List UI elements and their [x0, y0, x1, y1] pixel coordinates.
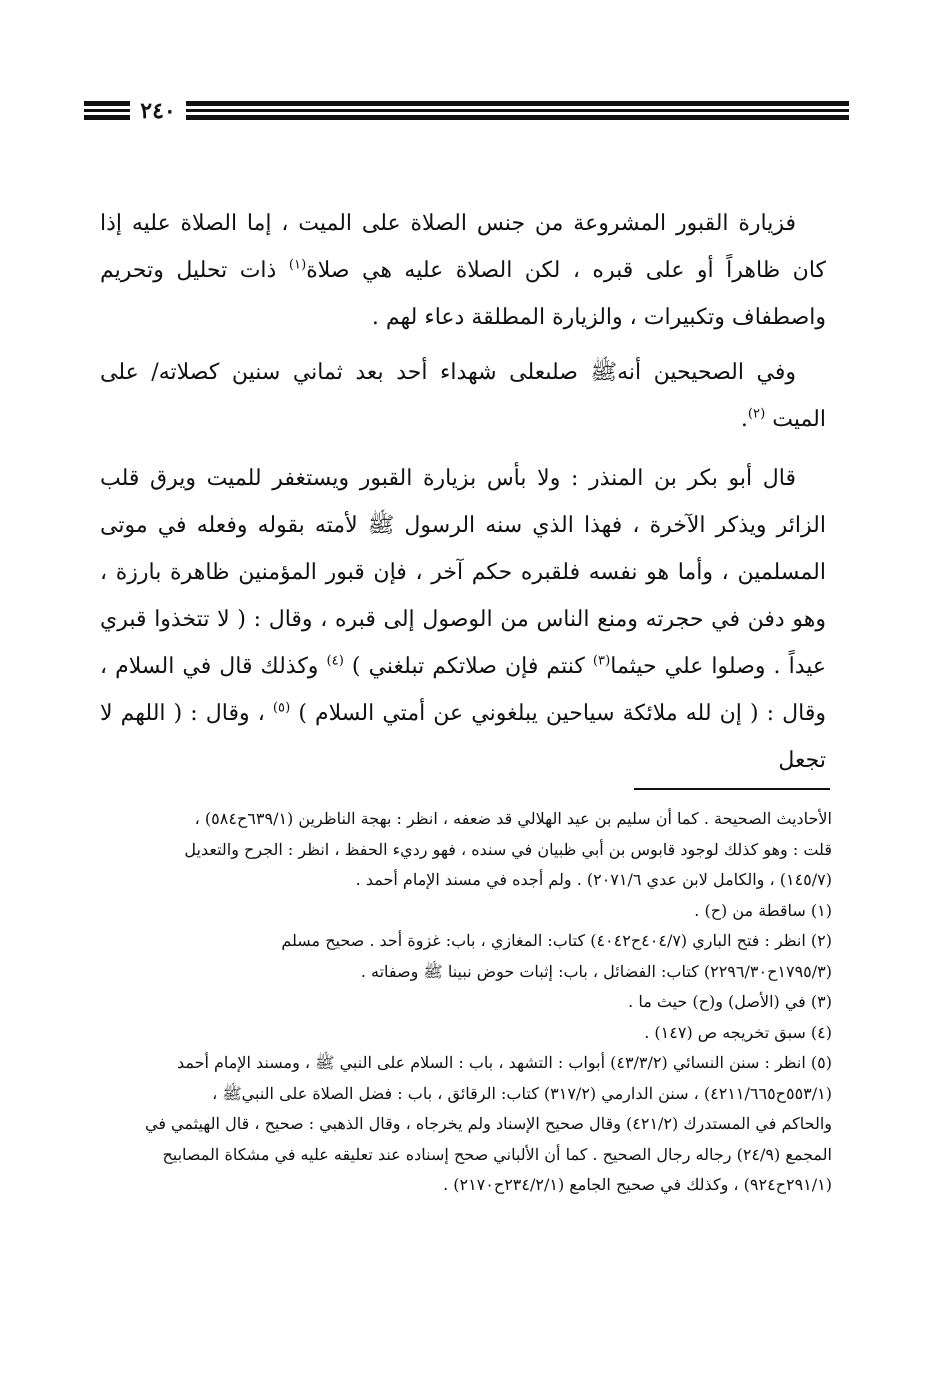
footnotes	[80, 804, 832, 1201]
main-text	[100, 200, 826, 784]
footnote-ref: (١)	[288, 257, 307, 273]
page-header	[84, 98, 849, 124]
paragraph-text: .	[740, 407, 748, 432]
paragraph-text: قال أبو بكر بن المنذر : ولا بأس بزيارة القبور ويستغفر للميت ويرق قلب الزائر ويذكر الآخرة ، فهذا الذي سنه الرسول ﷺ لأمته بقوله وفعله في موتى المسلمين ، وأما هو نفسه فلقبره حكم آخر ، فإن قبور المؤمنين ظاهرة بارزة ، وهو دفن في حجرته ومنع الناس من الوصول إلى قبره ، وقال : ( لا تتخذوا قبري عيداً . وصلوا علي حيثما	[100, 466, 827, 679]
header-rule	[186, 101, 849, 106]
page-number: ٢٤٠	[140, 98, 176, 124]
footnote-line: الأحاديث الصحيحة . كما أن سليم بن عيد الهلالي قد ضعفه ، انظر : بهجة الناظرين (٦٣٩/١ح٥٨٤) ،	[194, 809, 832, 828]
footnote-4: (٤) سبق تخريجه ص (١٤٧) .	[644, 1022, 832, 1042]
footnote-ref: (٥)	[272, 700, 291, 716]
header-rule	[186, 115, 849, 120]
paragraph	[100, 349, 826, 443]
paragraph	[100, 455, 826, 784]
header-rule	[84, 109, 130, 112]
footnote-line: والحاكم في المستدرك (٤٢١/٢) وقال صحيح الإسناد ولم يخرجاه ، وقال الذهبي : صحيح ، قال الهيثمي في	[144, 1114, 832, 1133]
paragraph-text: وفي الصحيحين أنهﷺ صلىعلى شهداء أحد بعد ثماني سنين كصلاته/ على الميت	[100, 360, 826, 432]
footnote-line: (٥٥٣/١ح٤٢١١/٦٦٥) ، سنن الدارمي (٣١٧/٢) كتاب: الرقائق ، باب : فضل الصلاة على النبيﷺ ،	[212, 1083, 832, 1103]
footnote-1: (١) ساقطة من (ح) .	[694, 900, 832, 920]
paragraph-text: ، وقال : ( اللهم لا تجعل	[100, 701, 826, 773]
footnote-line: المجمع (٢٤/٩) رجاله رجال الصحيح . كما أن الألباني صحح إسناده عند تعليقه عليه في مشكاة المصابيح	[162, 1144, 832, 1164]
footnote-line: (٢٩١/١ح٩٢٤) ، وكذلك في صحيح الجامع (٢٣٤/٢/١ح٢١٧٠) .	[443, 1175, 832, 1194]
footnote-separator	[634, 788, 830, 790]
paragraph-text: ذات تحليل وتحريم واصطفاف وتكبيرات ، والزيارة المطلقة دعاء لهم .	[100, 258, 826, 330]
footnote-line: قلت : وهو كذلك لوجود قابوس بن أبي ظبيان في سنده ، فهو رديء الحفظ ، انظر : الجرح والتعديل	[184, 839, 832, 859]
footnote-2: (٢) انظر : فتح الباري (٤٠٤/٧ح٤٠٤٢) كتاب: المغازي ، باب: غزوة أحد . صحيح مسلم	[281, 931, 832, 950]
footnote-ref: (٢)	[747, 406, 766, 422]
paragraph	[100, 200, 826, 341]
paragraph-text: كنتم فإن صلاتكم تبلغني )	[343, 654, 593, 679]
footnote-line: (١٧٩٥/٣ح٢٢٩٦/٣٠) كتاب: الفضائل ، باب: إثبات حوض نبينا ﷺ وصفاته .	[360, 961, 832, 981]
paragraph-text: وكذلك قال في السلام ، وقال : ( إن لله ملائكة سياحين يبلغوني عن أمتي السلام )	[100, 654, 826, 726]
footnote-3: (٣) في (الأصل) و(ح) حيث ما .	[628, 992, 832, 1011]
footnote-line: (١٤٥/٧) ، والكامل لابن عدي ٢٠٧١/٦) . ولم أجده في مسند الإمام أحمد .	[355, 870, 832, 889]
footnote-ref: (٤)	[326, 653, 344, 669]
header-rule	[186, 109, 849, 112]
header-rule	[84, 101, 130, 106]
paragraph-text: فزيارة القبور المشروعة من جنس الصلاة على الميت ، إما الصلاة عليه إذا كان ظاهراً أو على قبره ، لكن الصلاة عليه هي صلاة	[100, 211, 827, 283]
footnote-ref: (٣)	[592, 653, 611, 669]
footnote-5: (٥) انظر : سنن النسائي (٤٣/٣/٢) أبواب : التشهد ، باب : السلام على النبي ﷺ ، ومسند الإمام أحمد	[176, 1053, 832, 1072]
header-rule	[84, 115, 130, 120]
